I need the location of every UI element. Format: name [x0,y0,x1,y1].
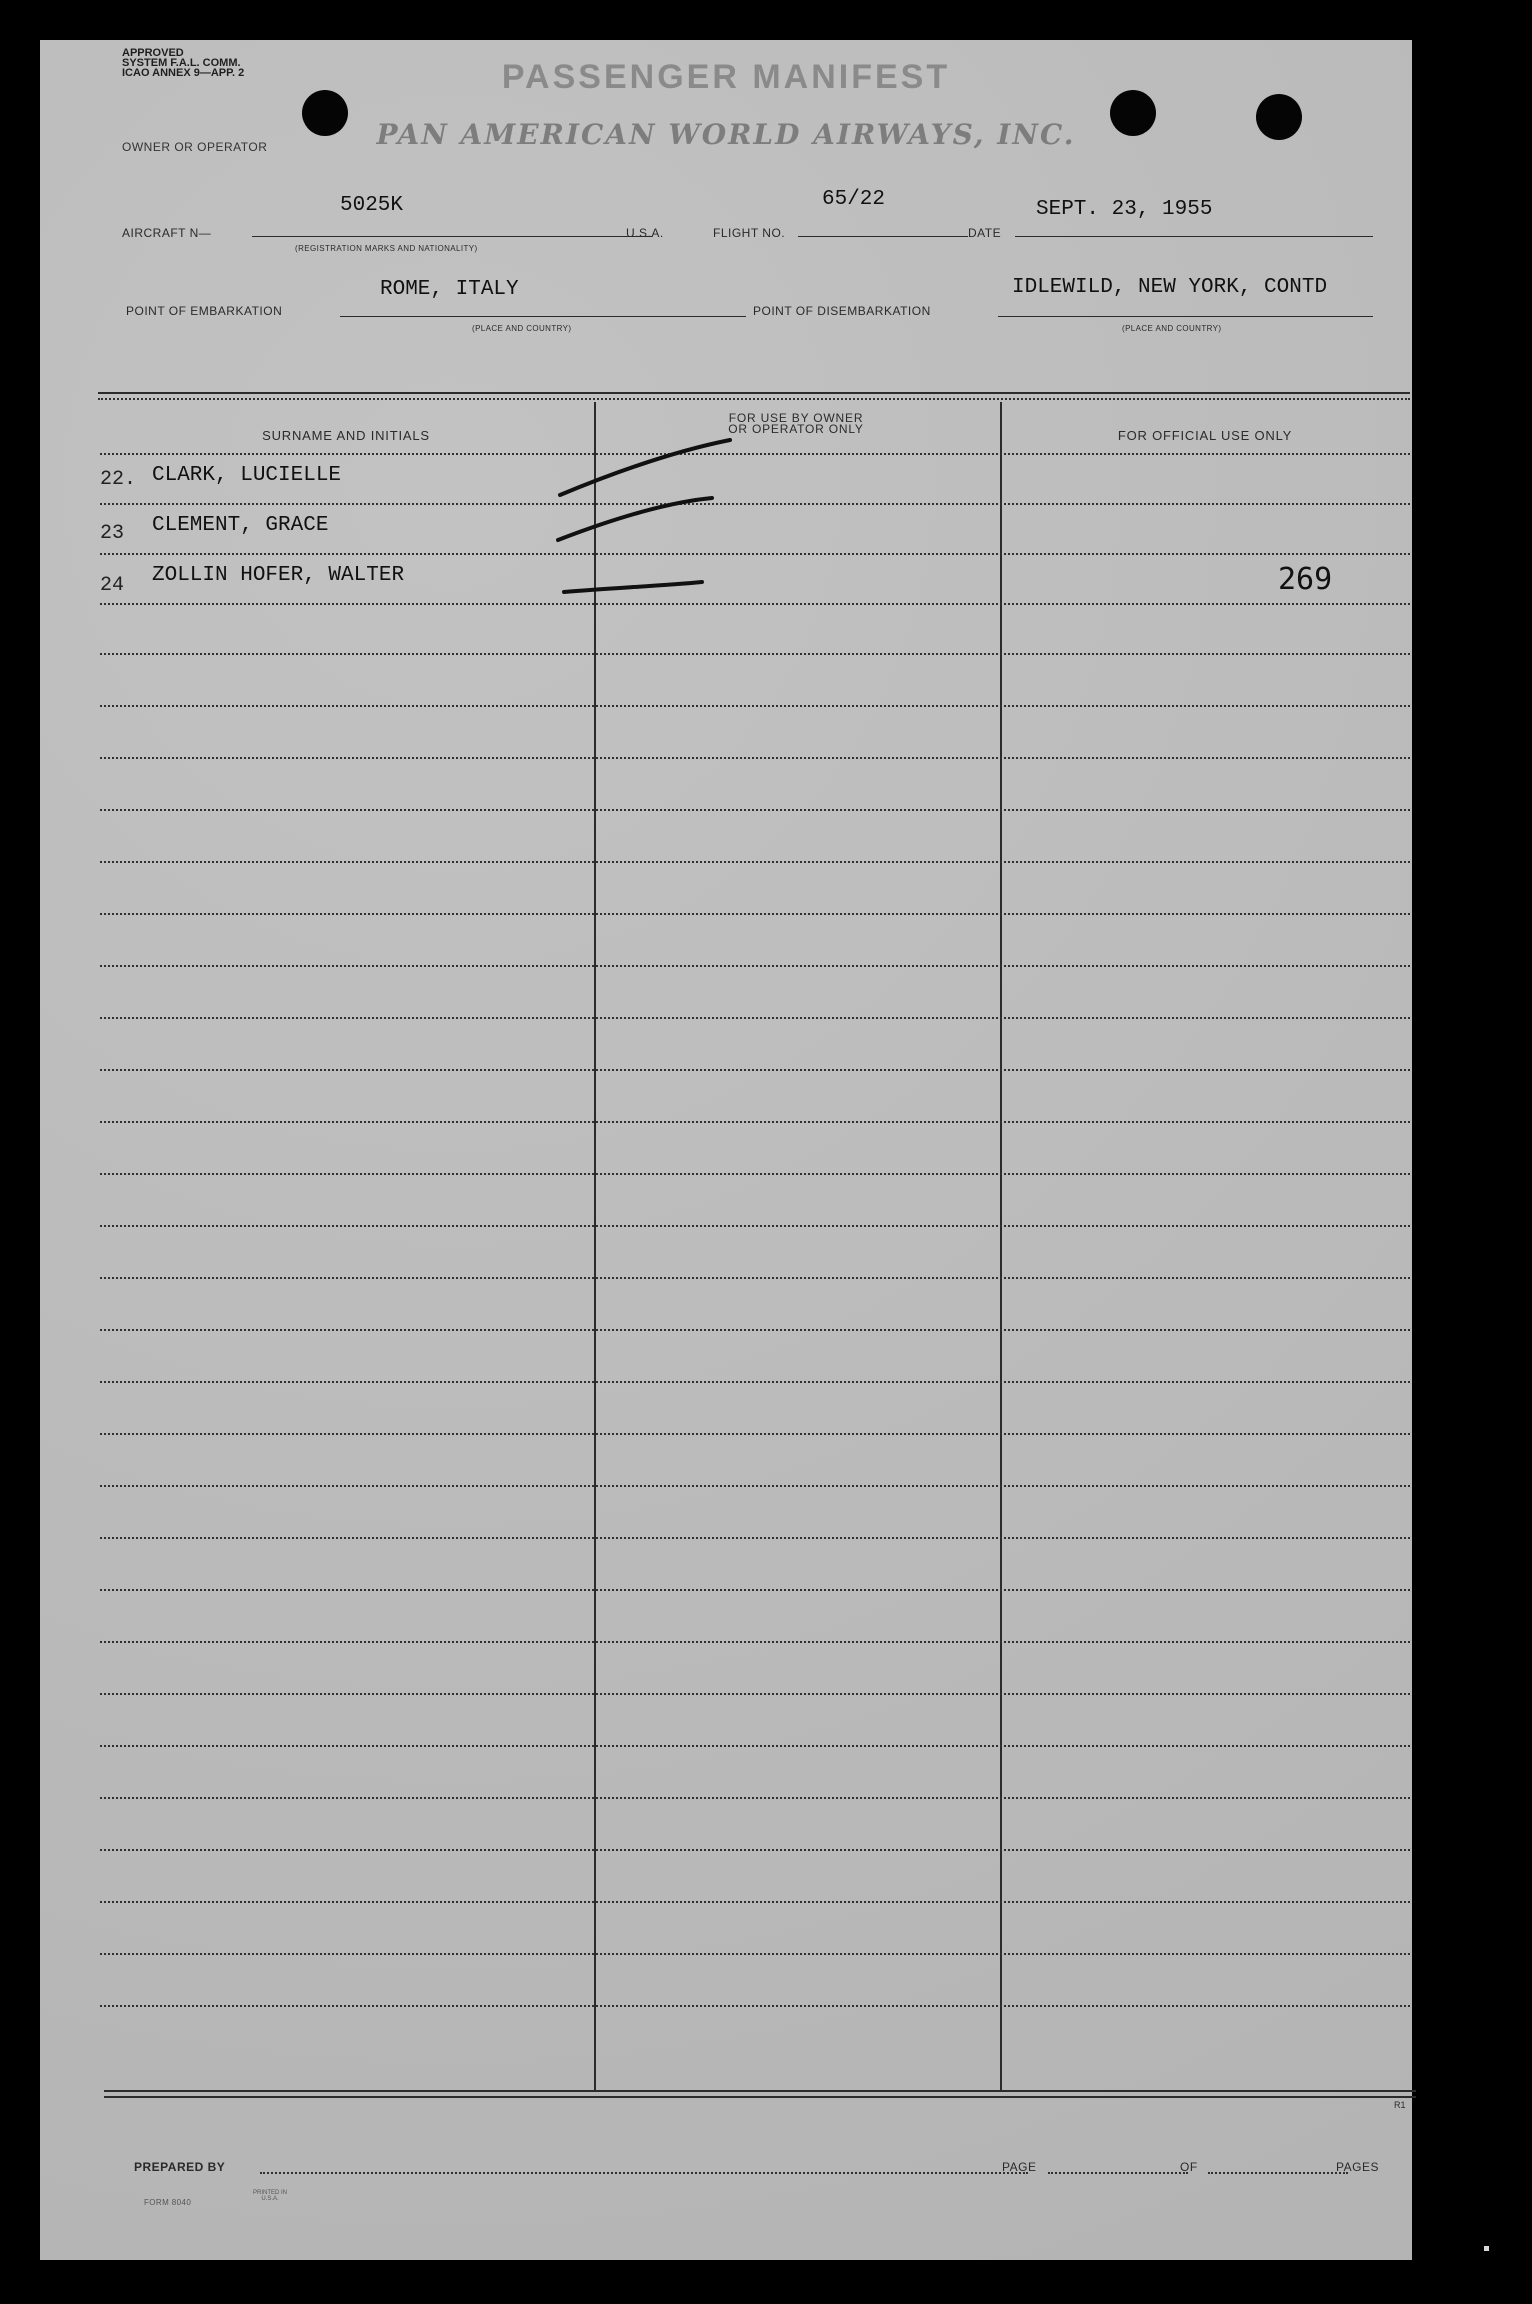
printed-note: PRINTED IN U.S.A. [252,2190,287,2202]
disembark-sublabel: (PLACE AND COUNTRY) [1122,324,1222,333]
col-header-owner-line: FOR USE BY OWNER [728,411,864,425]
page-label: PAGE [1002,2160,1037,2174]
of-label: OF [1180,2160,1198,2174]
prepared-underline [260,2172,1028,2174]
corner-mark: R1 [1394,2100,1406,2110]
ruled-line [100,913,1410,915]
table-bottom-rule [104,2090,1416,2092]
date-label: DATE [968,226,1002,240]
ruled-line [100,809,1410,811]
disembark-label: POINT OF DISEMBARKATION [753,304,931,318]
ruled-line [100,1849,1410,1851]
table-bottom-rule [104,2096,1416,2098]
passenger-name: CLEMENT, GRACE [152,514,329,537]
page-underline [1048,2172,1188,2174]
col-header-surname: SURNAME AND INITIALS [262,428,430,443]
check-mark [558,498,712,540]
official-number: 269 [1278,562,1333,597]
scan-speck [1484,2246,1489,2251]
ruled-line [100,1173,1410,1175]
aircraft-value: 5025K [340,194,404,217]
ruled-line [100,1381,1410,1383]
of-underline [1208,2172,1348,2174]
ruled-line [100,1901,1410,1903]
ruled-line [100,1537,1410,1539]
aircraft-label: AIRCRAFT N— [122,226,212,240]
row-number: 24 [100,574,125,597]
flight-value: 65/22 [822,188,886,211]
ruled-line [100,1745,1410,1747]
owner-label: OWNER OR OPERATOR [122,140,268,154]
col-header-official: FOR OFFICIAL USE ONLY [1117,428,1293,443]
row-number: 23 [100,522,125,545]
check-marks [40,40,1412,740]
check-mark [564,582,702,592]
ruled-line [100,1485,1410,1487]
ruled-line [100,1953,1410,1955]
ruled-line [100,1017,1410,1019]
disembark-value: IDLEWILD, NEW YORK, CONTD [1012,276,1328,299]
airline-name: PAN AMERICAN WORLD AIRWAYS, INC. [376,118,1076,151]
pages-label: PAGES [1336,2160,1379,2174]
ruled-line [100,1797,1410,1799]
approval-line: ICAO ANNEX 9—APP. 2 [122,67,245,79]
ruled-line [100,1641,1410,1643]
embark-value: ROME, ITALY [380,278,519,301]
date-value: SEPT. 23, 1955 [1036,198,1213,221]
ruled-line [100,2005,1410,2007]
flight-label: FLIGHT NO. [713,226,786,240]
ruled-line [100,1225,1410,1227]
usa-label: U.S.A. [626,226,664,240]
approval-line: APPROVED [122,47,184,59]
row-number: 22. [100,468,137,491]
passenger-name: ZOLLIN HOFER, WALTER [152,564,405,587]
col-header-owner-line: OR OPERATOR ONLY [728,422,864,436]
ruled-line [100,965,1410,967]
prepared-label: PREPARED BY [134,2160,226,2174]
embark-sublabel: (PLACE AND COUNTRY) [472,324,572,333]
ruled-line [100,1121,1410,1123]
ruled-line [100,1693,1410,1695]
approval-line: SYSTEM F.A.L. COMM. [122,57,241,69]
ruled-line [100,1069,1410,1071]
ruled-line [100,1433,1410,1435]
passenger-name: CLARK, LUCIELLE [152,464,342,487]
ruled-line [100,1589,1410,1591]
ruled-line [100,861,1410,863]
embark-label: POINT OF EMBARKATION [126,304,283,318]
form-number: FORM 8040 [144,2198,192,2207]
ruled-line [100,1277,1410,1279]
ruled-line [100,757,1410,759]
manifest-page [40,40,1412,2260]
ruled-line [100,1329,1410,1331]
manifest-title: PASSENGER MANIFEST [501,58,951,96]
check-mark [560,440,730,495]
aircraft-sublabel: (REGISTRATION MARKS AND NATIONALITY) [295,244,478,253]
